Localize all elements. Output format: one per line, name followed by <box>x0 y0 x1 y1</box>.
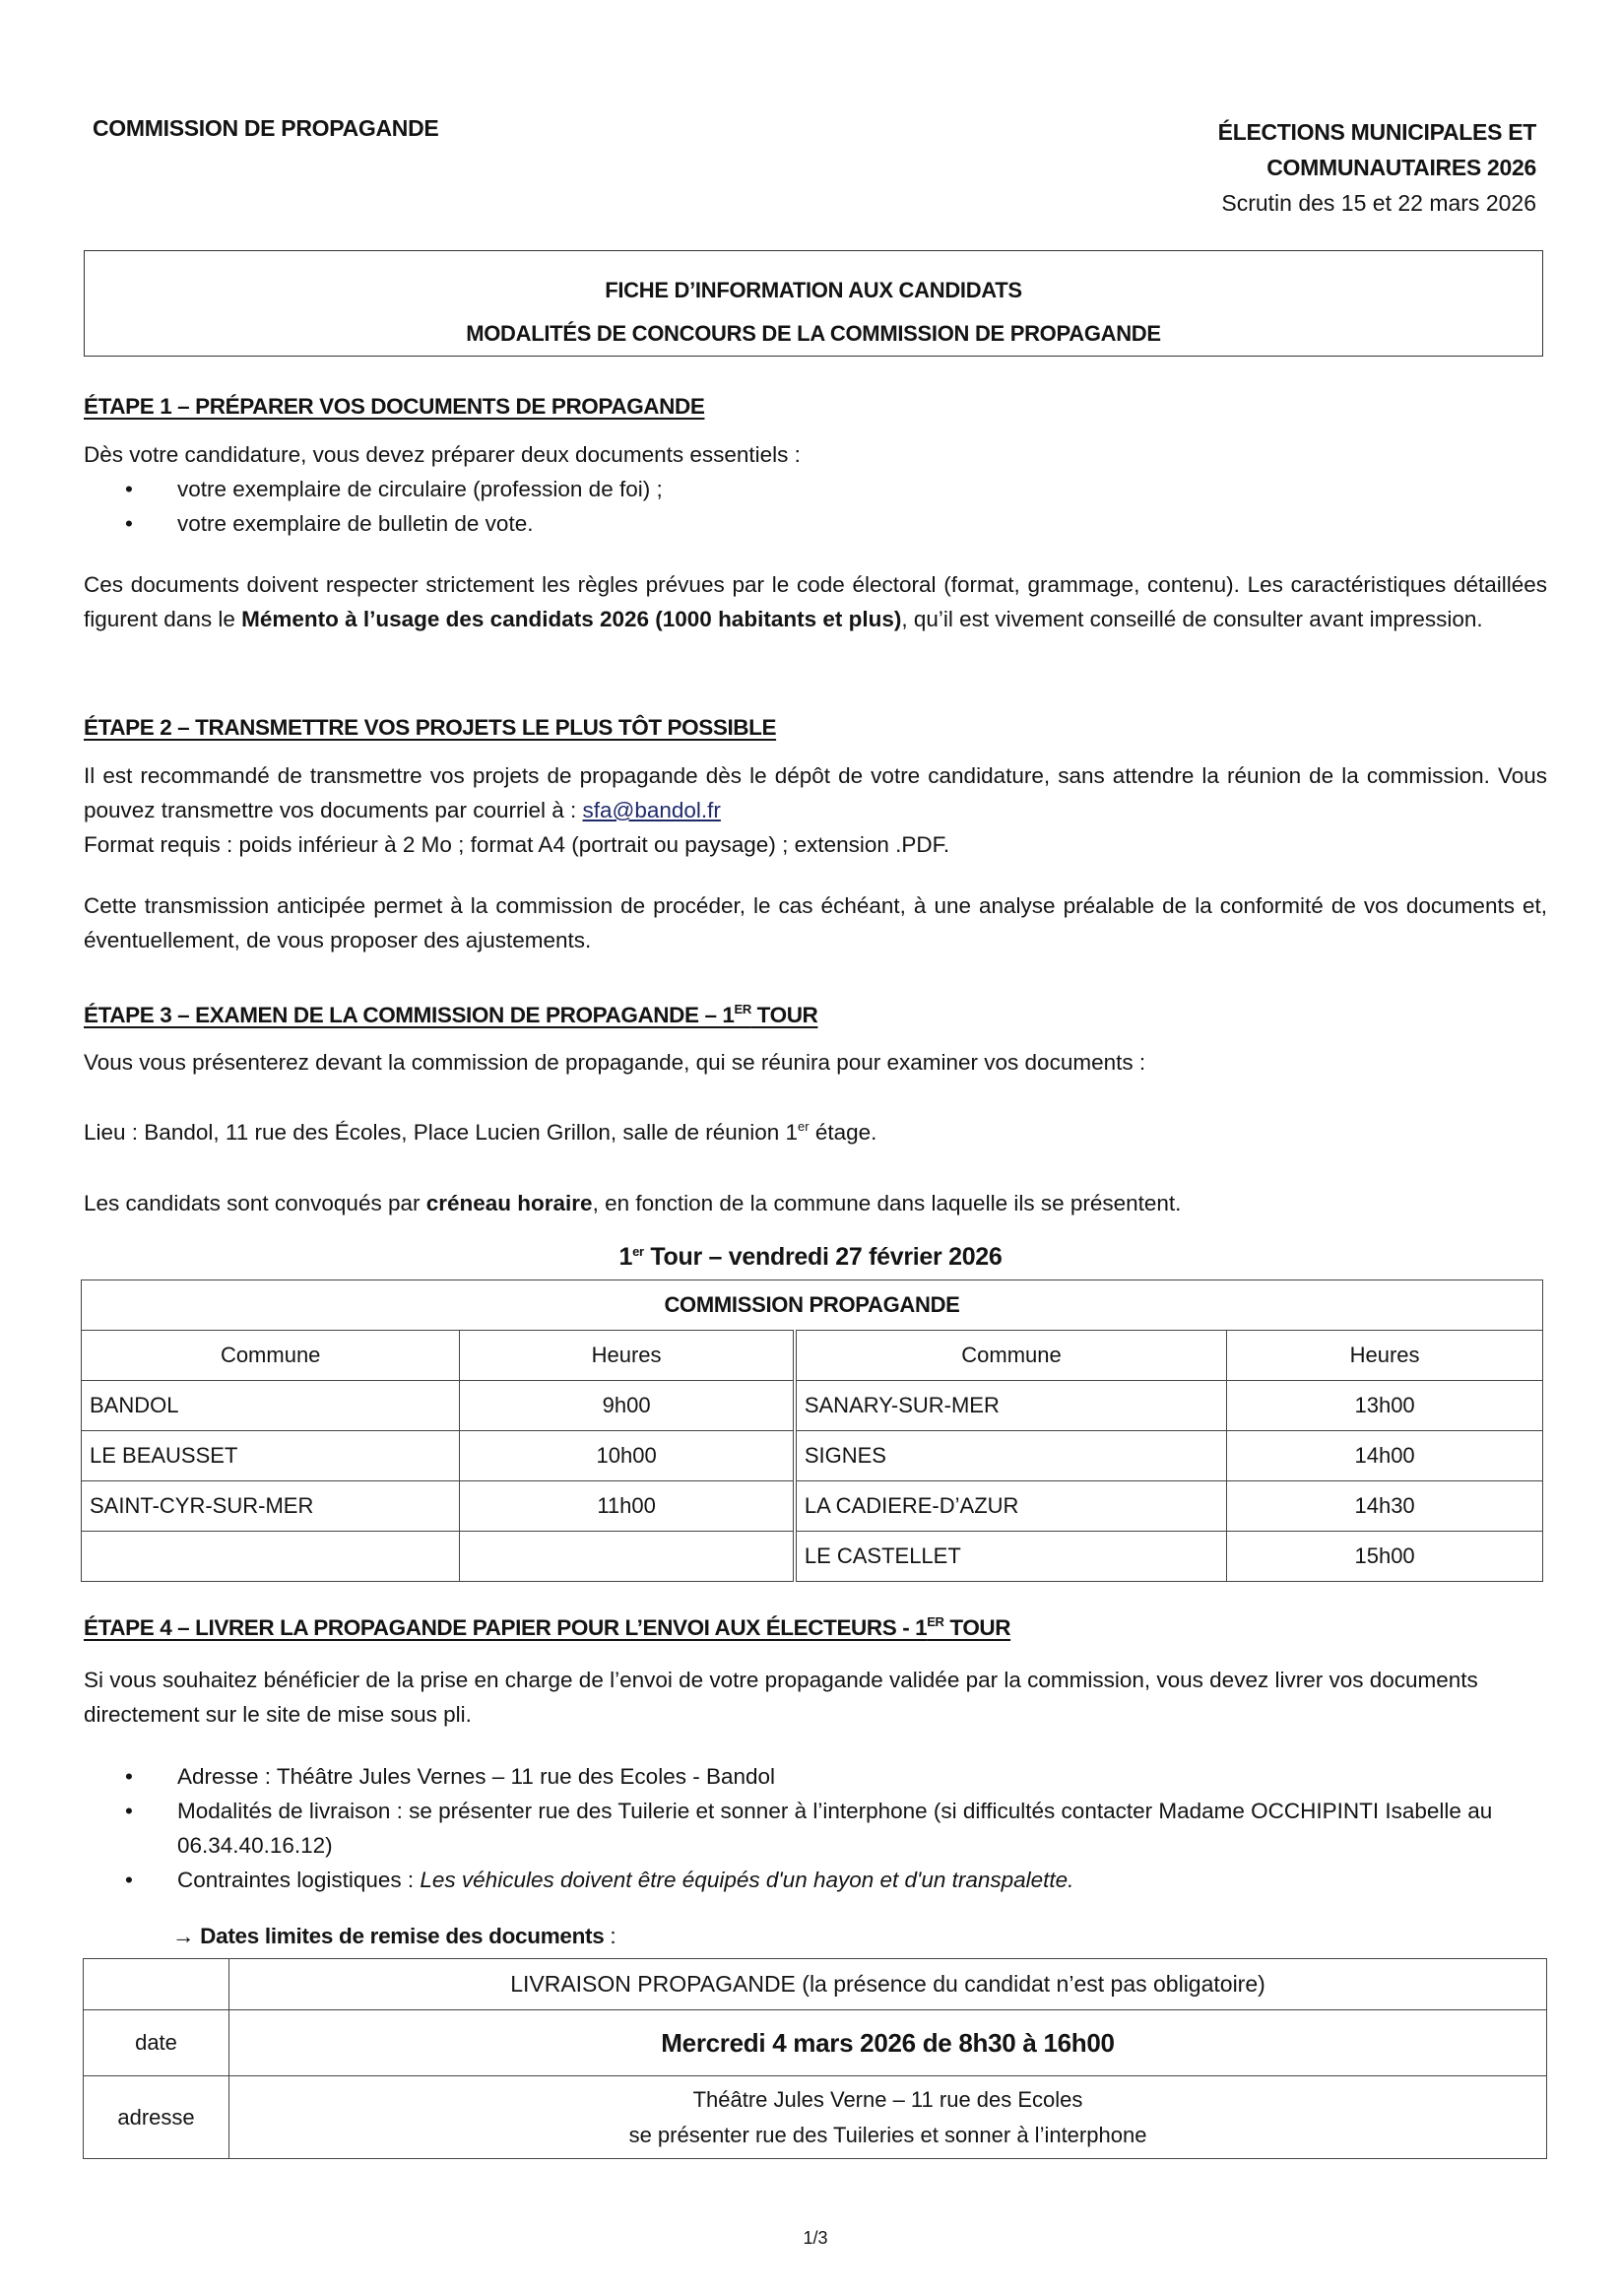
step3-intro: Vous vous présenterez devant la commission de propagande, qui se réunira pour examiner vos documents : <box>84 1050 1146 1075</box>
lieu-etage: étage. <box>809 1120 877 1145</box>
commune-cell: SIGNES <box>795 1431 1227 1481</box>
step4-intro: Si vous souhaitez bénéficier de la prise en charge de l’envoi de votre propagande validée par la commission, vous devez livrer vos documents directement sur le site de mise sous pli. <box>84 1668 1478 1727</box>
address-line1: Théâtre Jules Verne – 11 rue des Ecoles <box>692 2086 1083 2112</box>
deadline-label <box>172 1924 616 1949</box>
address-value <box>229 2076 1547 2159</box>
step4-bullet-modalites: • Modalités de livraison : se présenter rue des Tuilerie et sonner à l’interphone (si difficultés contacter Madame OCCHIPINTI Isabelle au 06.34.40.16.12) <box>177 1794 1547 1863</box>
step1-bullet-list <box>84 472 1547 541</box>
schedule-table-title: COMMISSION PROPAGANDE <box>82 1280 1543 1331</box>
lieu-text: Lieu : Bandol, 11 rue des Écoles, Place Lucien Grillon, salle de réunion 1 <box>84 1120 799 1145</box>
step2-heading: ÉTAPE 2 – TRANSMETTRE VOS PROJETS LE PLUS TÔT POSSIBLE <box>84 715 777 740</box>
delivery-header: LIVRAISON PROPAGANDE (la présence du candidat n’est pas obligatoire) <box>229 1959 1547 2010</box>
step3-heading-text: ÉTAPE 3 – EXAMEN DE LA COMMISSION DE PROPAGANDE – 1 <box>84 1003 735 1027</box>
deadline-colon: : <box>604 1924 616 1948</box>
col-heures-left: Heures <box>460 1331 795 1381</box>
heure-cell: 14h00 <box>1227 1431 1543 1481</box>
delivery-table <box>83 1958 1547 2159</box>
col-commune-left: Commune <box>82 1331 460 1381</box>
schedule-title <box>0 1243 1621 1272</box>
step3-section <box>84 998 1547 1220</box>
step4-heading-text: ÉTAPE 4 – LIVRER LA PROPAGANDE PAPIER POUR L’ENVOI AUX ÉLECTEURS - 1 <box>84 1615 928 1640</box>
step1-intro: Dès votre candidature, vous devez préparer deux documents essentiels : <box>84 442 801 467</box>
table-row <box>82 1431 1543 1481</box>
schedule-table <box>81 1279 1543 1582</box>
commune-cell: LE CASTELLET <box>795 1532 1227 1582</box>
step3-heading-tour: TOUR <box>750 1003 818 1027</box>
commune-cell: SAINT-CYR-SUR-MER <box>82 1481 460 1532</box>
title-line1: FICHE D’INFORMATION AUX CANDIDATS <box>605 278 1022 302</box>
heure-cell: 11h00 <box>460 1481 795 1532</box>
step1-paragraph-end: , qu’il est vivement conseillé de consulter avant impression. <box>901 607 1483 631</box>
step2-paragraph <box>84 758 1547 827</box>
title-box <box>84 250 1543 357</box>
col-heures-right: Heures <box>1227 1331 1543 1381</box>
contraintes-text: Les véhicules doivent être équipés d'un hayon et d'un transpalette. <box>420 1868 1074 1892</box>
step4-section <box>84 1610 1547 1897</box>
step1-heading: ÉTAPE 1 – PRÉPARER VOS DOCUMENTS DE PROPAGANDE <box>84 394 705 419</box>
delivery-address-row <box>84 2076 1547 2159</box>
memento-reference: Mémento à l’usage des candidats 2026 (1000 habitants et plus) <box>241 607 902 631</box>
header-election-line2: COMMUNAUTAIRES 2026 <box>1266 155 1536 180</box>
commune-cell: LE BEAUSSET <box>82 1431 460 1481</box>
step1-bullet-bulletin: • votre exemplaire de bulletin de vote. <box>177 506 1547 541</box>
table-row <box>82 1381 1543 1431</box>
delivery-empty-cell <box>84 1959 229 2010</box>
convocation-end: , en fonction de la commune dans laquelle ils se présentent. <box>592 1191 1182 1215</box>
page-number: 1/3 <box>803 2228 828 2248</box>
heure-cell: 14h30 <box>1227 1481 1543 1532</box>
header-commission: COMMISSION DE PROPAGANDE <box>93 115 439 141</box>
step2-section <box>84 710 1547 957</box>
commune-cell: LA CADIERE-D’AZUR <box>795 1481 1227 1532</box>
step2-format: Format requis : poids inférieur à 2 Mo ; format A4 (portrait ou paysage) ; extension .PDF. <box>84 832 950 857</box>
step4-heading-tour: TOUR <box>943 1615 1011 1640</box>
step4-bullet-address: • Adresse : Théâtre Jules Vernes – 11 rue des Ecoles - Bandol <box>177 1759 1547 1794</box>
step4-bullet-list <box>84 1759 1547 1897</box>
heure-cell <box>460 1532 795 1582</box>
creneau-horaire: créneau horaire <box>425 1191 593 1215</box>
step1-paragraph-text: Ces documents doivent respecter strictement les règles prévues par le code électoral (format, grammage, contenu). Les caractéristiques détaillées figurent dans le <box>84 572 1547 631</box>
step4-bullet-contraintes <box>177 1863 1547 1897</box>
convocation-text: Les candidats sont convoqués par <box>84 1191 426 1215</box>
contraintes-label: Contraintes logistiques : <box>177 1868 421 1892</box>
header-election-line1: ÉLECTIONS MUNICIPALES ET <box>1217 119 1536 145</box>
step2-paragraph-text: Il est recommandé de transmettre vos projets de propagande dès le dépôt de votre candidature, sans attendre la réunion de la commission. Vous pouvez transmettre vos documents par courriel à : <box>84 763 1547 822</box>
heure-cell: 13h00 <box>1227 1381 1543 1431</box>
date-label: date <box>84 2010 229 2076</box>
schedule-title-num: 1 <box>618 1243 633 1271</box>
heure-cell: 9h00 <box>460 1381 795 1431</box>
delivery-date-row <box>84 2010 1547 2076</box>
commune-cell: BANDOL <box>82 1381 460 1431</box>
delivery-header-row <box>84 1959 1547 2010</box>
email-link[interactable]: sfa@bandol.fr <box>582 798 721 822</box>
heure-cell: 10h00 <box>460 1431 795 1481</box>
table-row <box>82 1532 1543 1582</box>
title-line2: MODALITÉS DE CONCOURS DE LA COMMISSION DE PROPAGANDE <box>466 321 1161 346</box>
table-header-row <box>82 1331 1543 1381</box>
step1-paragraph <box>84 567 1547 636</box>
address-line2: se présenter rue des Tuileries et sonner à l’interphone <box>628 2122 1147 2147</box>
schedule-title-sup: er <box>632 1244 644 1259</box>
commune-cell <box>82 1532 460 1582</box>
table-row <box>82 1481 1543 1532</box>
commune-cell: SANARY-SUR-MER <box>795 1381 1227 1431</box>
step3-heading <box>84 998 1547 1032</box>
step3-lieu <box>84 1115 1547 1149</box>
schedule-title-text: Tour – vendredi 27 février 2026 <box>643 1243 1003 1271</box>
step1-section <box>84 389 1547 636</box>
date-value: Mercredi 4 mars 2026 de 8h30 à 16h00 <box>229 2010 1547 2076</box>
address-label: adresse <box>84 2076 229 2159</box>
step2-anticipation: Cette transmission anticipée permet à la commission de procéder, le cas échéant, à une analyse préalable de la conformité de vos documents et, éventuellement, de vous proposer des ajustements. <box>84 893 1547 952</box>
deadline-label-text: → Dates limites de remise des documents <box>172 1924 605 1948</box>
lieu-sup: er <box>798 1119 810 1134</box>
header-scrutin-dates: Scrutin des 15 et 22 mars 2026 <box>1221 190 1536 216</box>
step4-heading-sup: ER <box>927 1614 944 1629</box>
header-election <box>1218 114 1536 221</box>
step4-heading <box>84 1610 1547 1645</box>
step3-heading-sup: ER <box>734 1002 751 1017</box>
step3-convocation <box>84 1186 1547 1220</box>
heure-cell: 15h00 <box>1227 1532 1543 1582</box>
step1-bullet-circulaire: • votre exemplaire de circulaire (profession de foi) ; <box>177 472 1547 506</box>
col-commune-right: Commune <box>795 1331 1227 1381</box>
